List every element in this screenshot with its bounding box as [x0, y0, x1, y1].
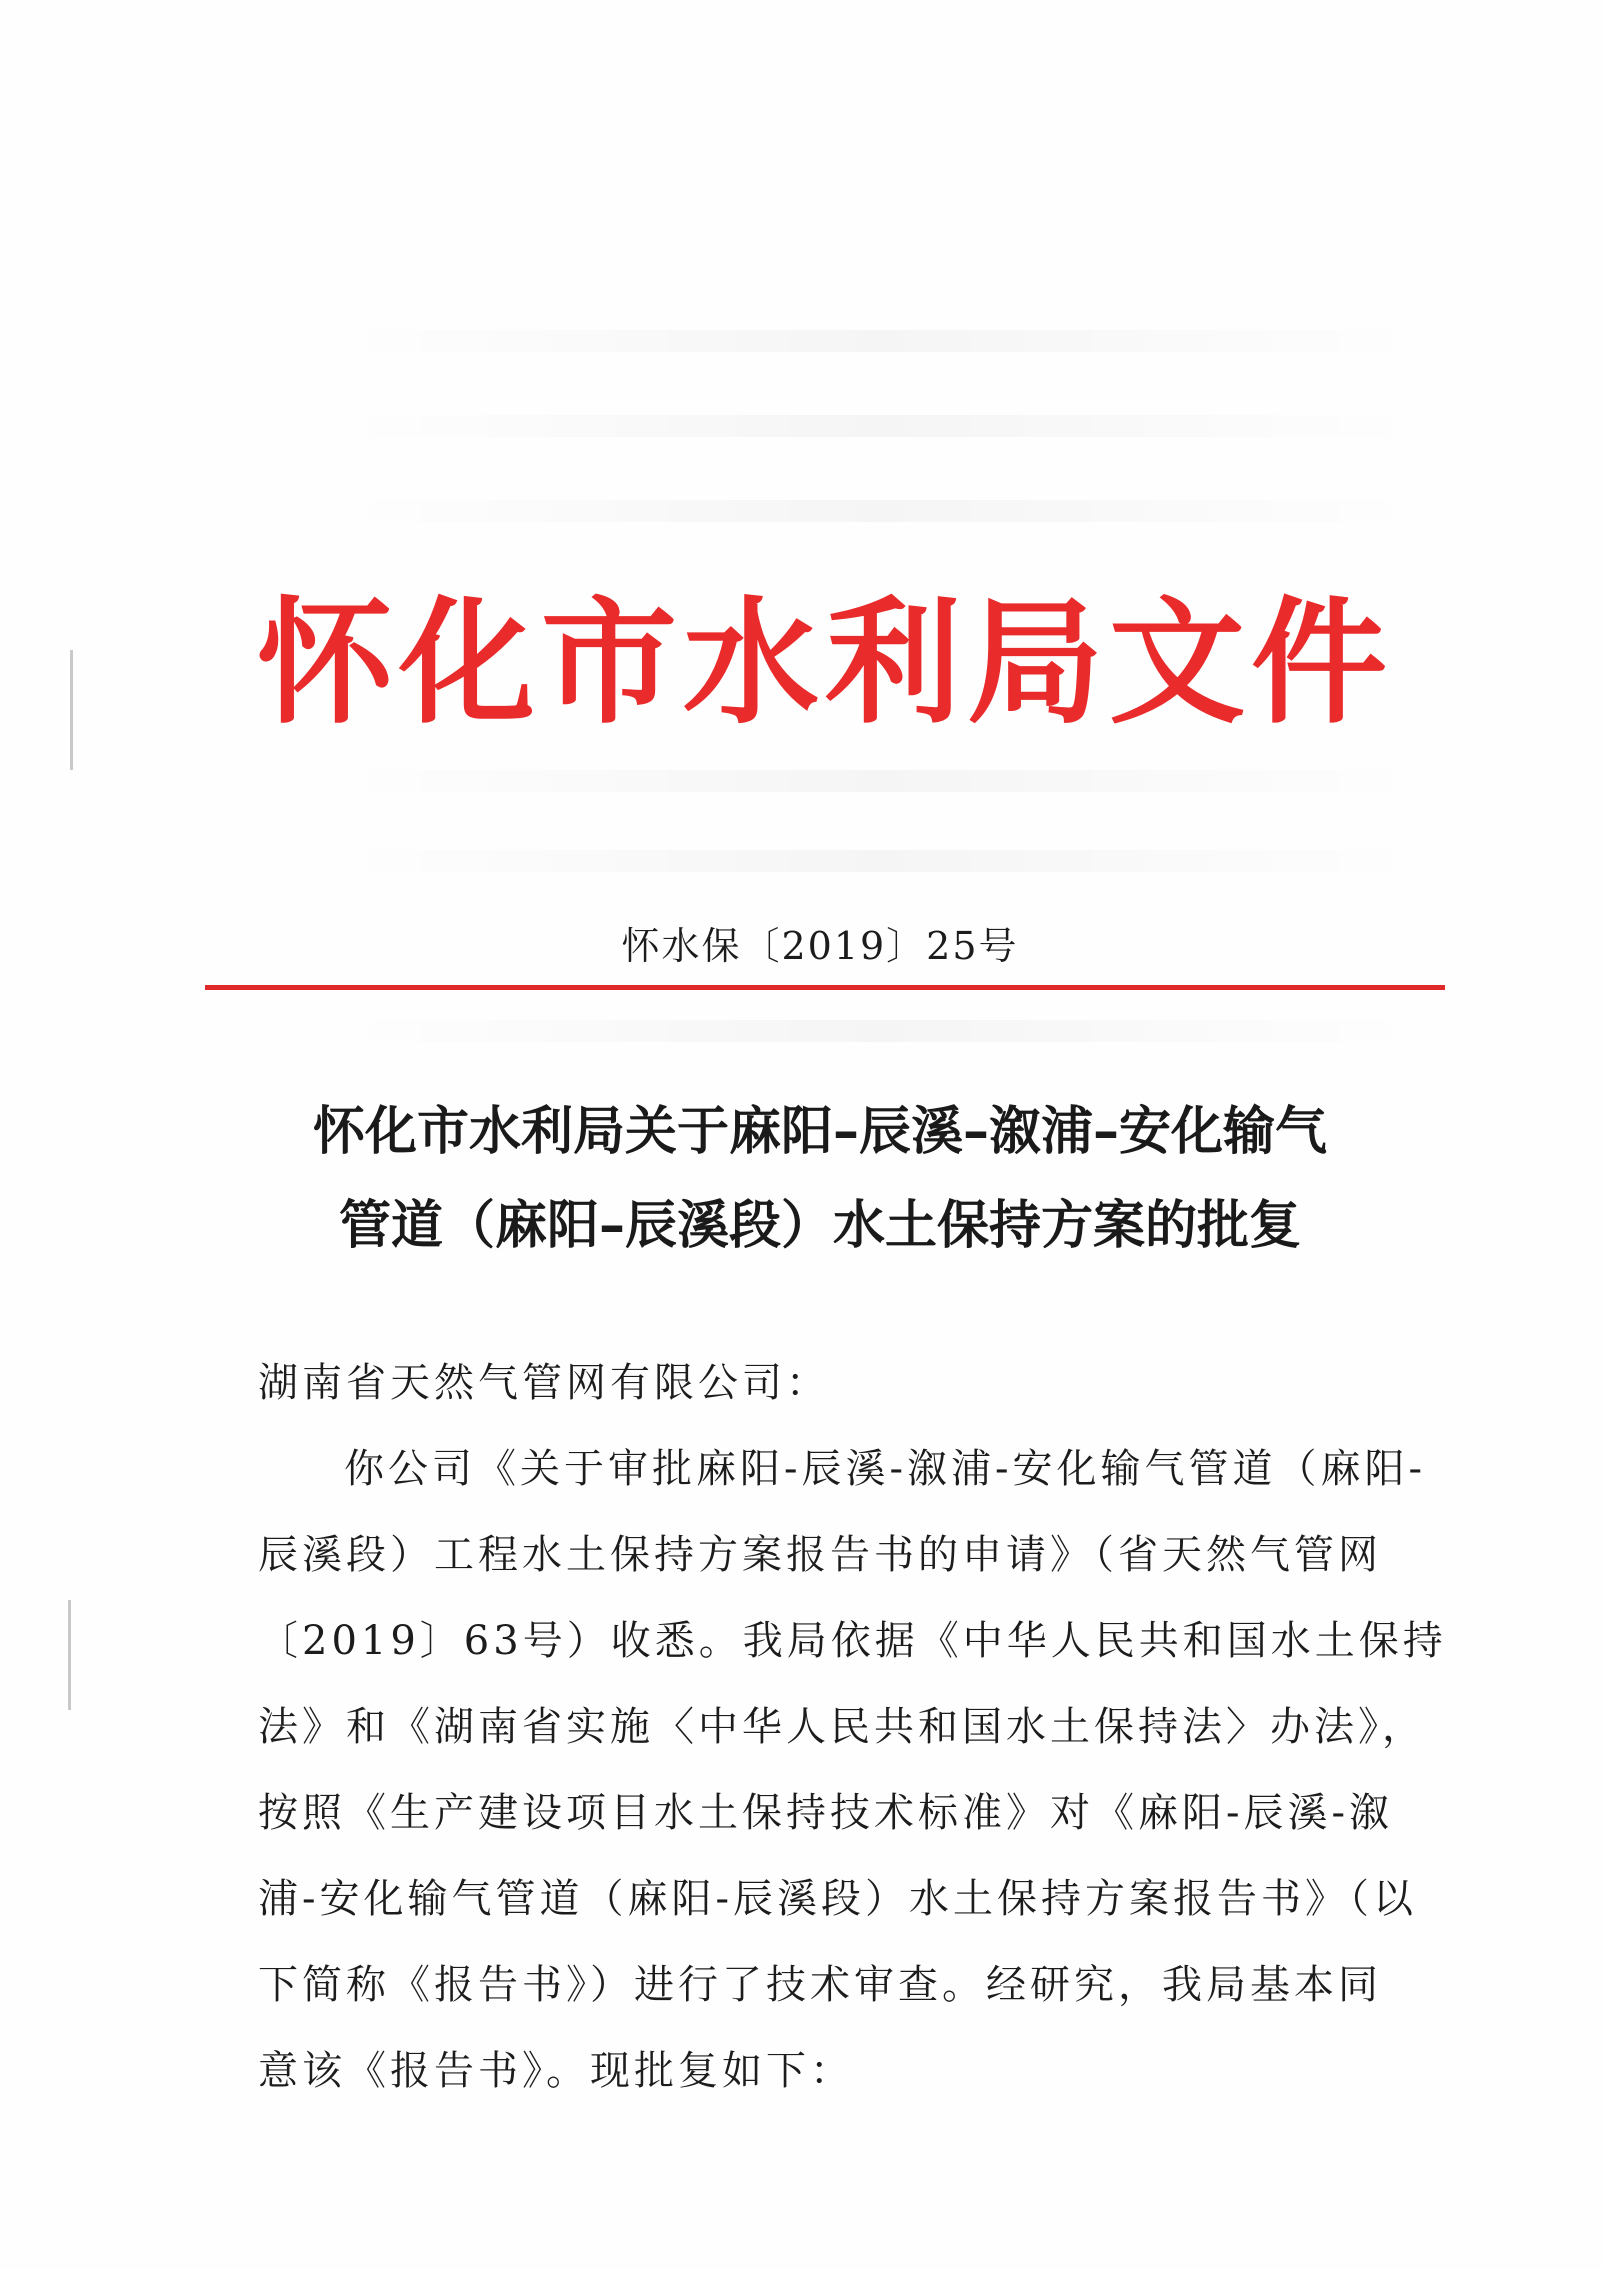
binding-mark [70, 650, 73, 770]
document-title-line-2: 管道（麻阳–辰溪段）水土保持方案的批复 [338, 1196, 1301, 1256]
document-title-line-1: 怀化市水利局关于麻阳–辰溪–溆浦–安化输气 [312, 1102, 1327, 1162]
red-separator-line [205, 985, 1445, 990]
body-line: 下简称《报告书》）进行了技术审查。经研究，我局基本同 [258, 1962, 1382, 2008]
bleed-through-line [330, 770, 1430, 792]
body-line: 辰溪段）工程水土保持方案报告书的申请》（省天然气管网 [258, 1532, 1382, 1578]
body-line: 按照《生产建设项目水土保持技术标准》对《麻阳-辰溪-溆 [258, 1790, 1394, 1836]
bleed-through-line [330, 1020, 1430, 1042]
document-body [258, 1340, 1447, 2114]
issuing-authority-header: 怀化市水利局文件 [257, 585, 1393, 743]
document-title [200, 1085, 1440, 1273]
body-line: 你公司《关于审批麻阳-辰溪-溆浦-安化输气管道（麻阳- [344, 1446, 1427, 1492]
bleed-through-line [330, 850, 1430, 872]
bleed-through-line [330, 500, 1430, 522]
binding-mark [68, 1600, 71, 1710]
bleed-through-line [330, 330, 1430, 352]
body-line: 〔2019〕63号）收悉。我局依据《中华人民共和国水土保持 [258, 1618, 1447, 1664]
body-line: 浦-安化输气管道（麻阳-辰溪段）水土保持方案报告书》（以 [258, 1876, 1418, 1922]
body-line: 法》和《湖南省实施〈中华人民共和国水土保持法〉办法》， [258, 1704, 1426, 1750]
addressee: 湖南省天然气管网有限公司： [258, 1360, 830, 1406]
body-line: 意该《报告书》。现批复如下： [258, 2048, 854, 2094]
document-number: 怀水保〔2019〕25号 [621, 924, 1019, 968]
bleed-through-line [330, 415, 1430, 437]
